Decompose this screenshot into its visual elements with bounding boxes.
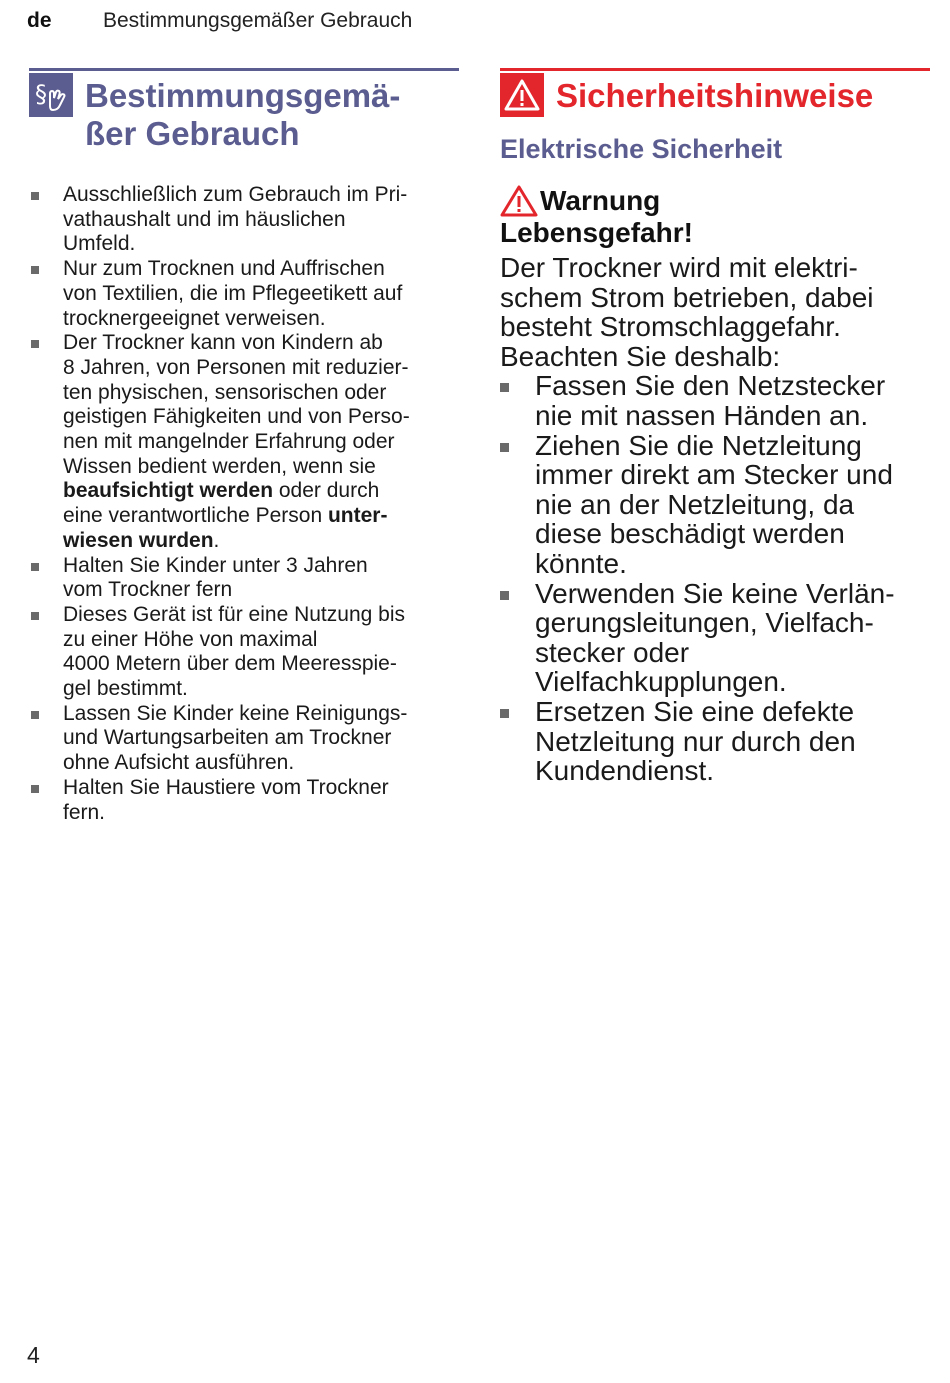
line: und Wartungsarbeiten am Trockner: [63, 726, 392, 750]
bullet: [500, 709, 509, 718]
line: Fassen Sie den Netzstecker: [535, 370, 886, 402]
bold-text: wiesen wurden: [63, 528, 214, 552]
line: nen mit mangelnder Erfahrung oder: [63, 430, 395, 454]
line: trocknergeeignet verweisen.: [63, 306, 326, 330]
intended-use-list: [29, 183, 459, 825]
page-number: 4: [27, 1342, 40, 1368]
bullet: [31, 340, 39, 348]
bullet: [31, 612, 39, 620]
warning-subtitle: Lebensgefahr!: [500, 217, 693, 248]
line: Halten Sie Haustiere vom Trockner: [63, 775, 389, 799]
line: [63, 479, 459, 504]
line: Der Trockner wird mit elektri-: [500, 252, 858, 283]
section-heading-intended-use: [29, 68, 459, 153]
line: nie mit nassen Händen an.: [535, 399, 869, 431]
line: fern.: [63, 800, 106, 824]
line: Halten Sie Kinder unter 3 Jahren: [63, 553, 368, 577]
section-title: [85, 71, 459, 153]
list-item: [29, 183, 459, 257]
text: eine verantwortliche Person: [63, 504, 328, 528]
right-column: [500, 68, 930, 786]
line: Nur zum Trocknen und Auffrischen: [63, 257, 385, 281]
bold-text: unter-: [327, 504, 388, 528]
subsection-title: Elektrische Sicherheit: [500, 134, 783, 164]
line: Kundendienst.: [535, 755, 715, 787]
line: ten physischen, sensorischen oder: [63, 380, 387, 404]
list-item: [500, 697, 930, 786]
list-item: [29, 554, 459, 603]
line: könnte.: [535, 547, 627, 579]
list-item: [29, 331, 459, 553]
line: vom Trockner fern: [63, 578, 233, 602]
line: Dieses Gerät ist für eine Nutzung bis: [63, 602, 405, 626]
line: immer direkt am Stecker und: [535, 459, 893, 491]
bullet: [500, 591, 509, 600]
line: Netzleitung nur durch den: [535, 725, 856, 757]
warning-triangle-icon: [500, 73, 544, 117]
line: nie an der Netzleitung, da: [535, 488, 855, 520]
line: Lassen Sie Kinder keine Reinigungs-: [63, 701, 408, 725]
line: Umfeld.: [63, 232, 136, 256]
text: oder durch: [273, 479, 380, 503]
warning-intro: [500, 253, 930, 371]
bullet: [31, 192, 39, 200]
section-heading-safety: [500, 68, 930, 115]
law-hand-icon: [29, 73, 73, 117]
list-item: [29, 776, 459, 825]
bullet: [500, 383, 509, 392]
bullet: [31, 563, 39, 571]
svg-text:§: §: [35, 80, 47, 108]
title-line-1: Bestimmungsgemä-: [85, 77, 401, 114]
list-item: [500, 579, 930, 697]
line: besteht Stromschlaggefahr.: [500, 311, 841, 343]
line: ohne Aufsicht ausführen.: [63, 751, 295, 775]
line: von Textilien, die im Pflegeetikett auf: [63, 281, 403, 305]
bullet: [500, 443, 509, 452]
text: .: [213, 528, 220, 552]
line: stecker oder: [535, 636, 690, 668]
line: Wissen bedient werden, wenn sie: [63, 454, 376, 478]
line: schem Strom betrieben, dabei: [500, 281, 874, 313]
line: gerungsleitungen, Vielfach-: [535, 607, 874, 639]
line: geistigen Fähigkeiten und von Perso-: [63, 405, 410, 429]
left-column: [29, 68, 459, 825]
line: gel bestimmt.: [63, 677, 188, 701]
line: zu einer Höhe von maximal: [63, 627, 318, 651]
line: Ausschließlich zum Gebrauch im Pri-: [63, 183, 408, 206]
list-item: [29, 257, 459, 331]
line: 4000 Metern über dem Meeresspie-: [63, 652, 397, 676]
header-title: Bestimmungsgemäßer Gebrauch: [103, 9, 413, 32]
list-item: [29, 603, 459, 702]
line: Vielfachkupplungen.: [535, 666, 787, 698]
line: Verwenden Sie keine Verlän-: [535, 577, 895, 609]
line: diese beschädigt werden: [535, 518, 845, 550]
line: [63, 529, 459, 554]
bullet: [31, 711, 39, 719]
warning-triangle-small-icon: [500, 185, 540, 217]
bold-text: beaufsichtigt werden: [63, 479, 274, 503]
warning-label: Warnung: [540, 185, 661, 216]
list-item: [29, 702, 459, 776]
line: Ersetzen Sie eine defekte: [535, 695, 855, 727]
header-language: de: [27, 9, 52, 32]
title-line-2: ßer Gebrauch: [85, 115, 300, 152]
safety-list: [500, 371, 930, 785]
bullet: [31, 785, 39, 793]
list-item: [500, 371, 930, 430]
line: vathaushalt und im häuslichen: [63, 207, 346, 231]
line: Beachten Sie deshalb:: [500, 340, 781, 372]
section-title: Sicherheitshinweise: [556, 77, 874, 114]
bullet: [31, 266, 39, 274]
line: 8 Jahren, von Personen mit reduzier-: [63, 355, 409, 379]
line: [63, 504, 459, 529]
line: Der Trockner kann von Kindern ab: [63, 331, 383, 355]
list-item: [500, 431, 930, 579]
line: Ziehen Sie die Netzleitung: [535, 429, 862, 461]
warning-heading: [500, 185, 930, 217]
